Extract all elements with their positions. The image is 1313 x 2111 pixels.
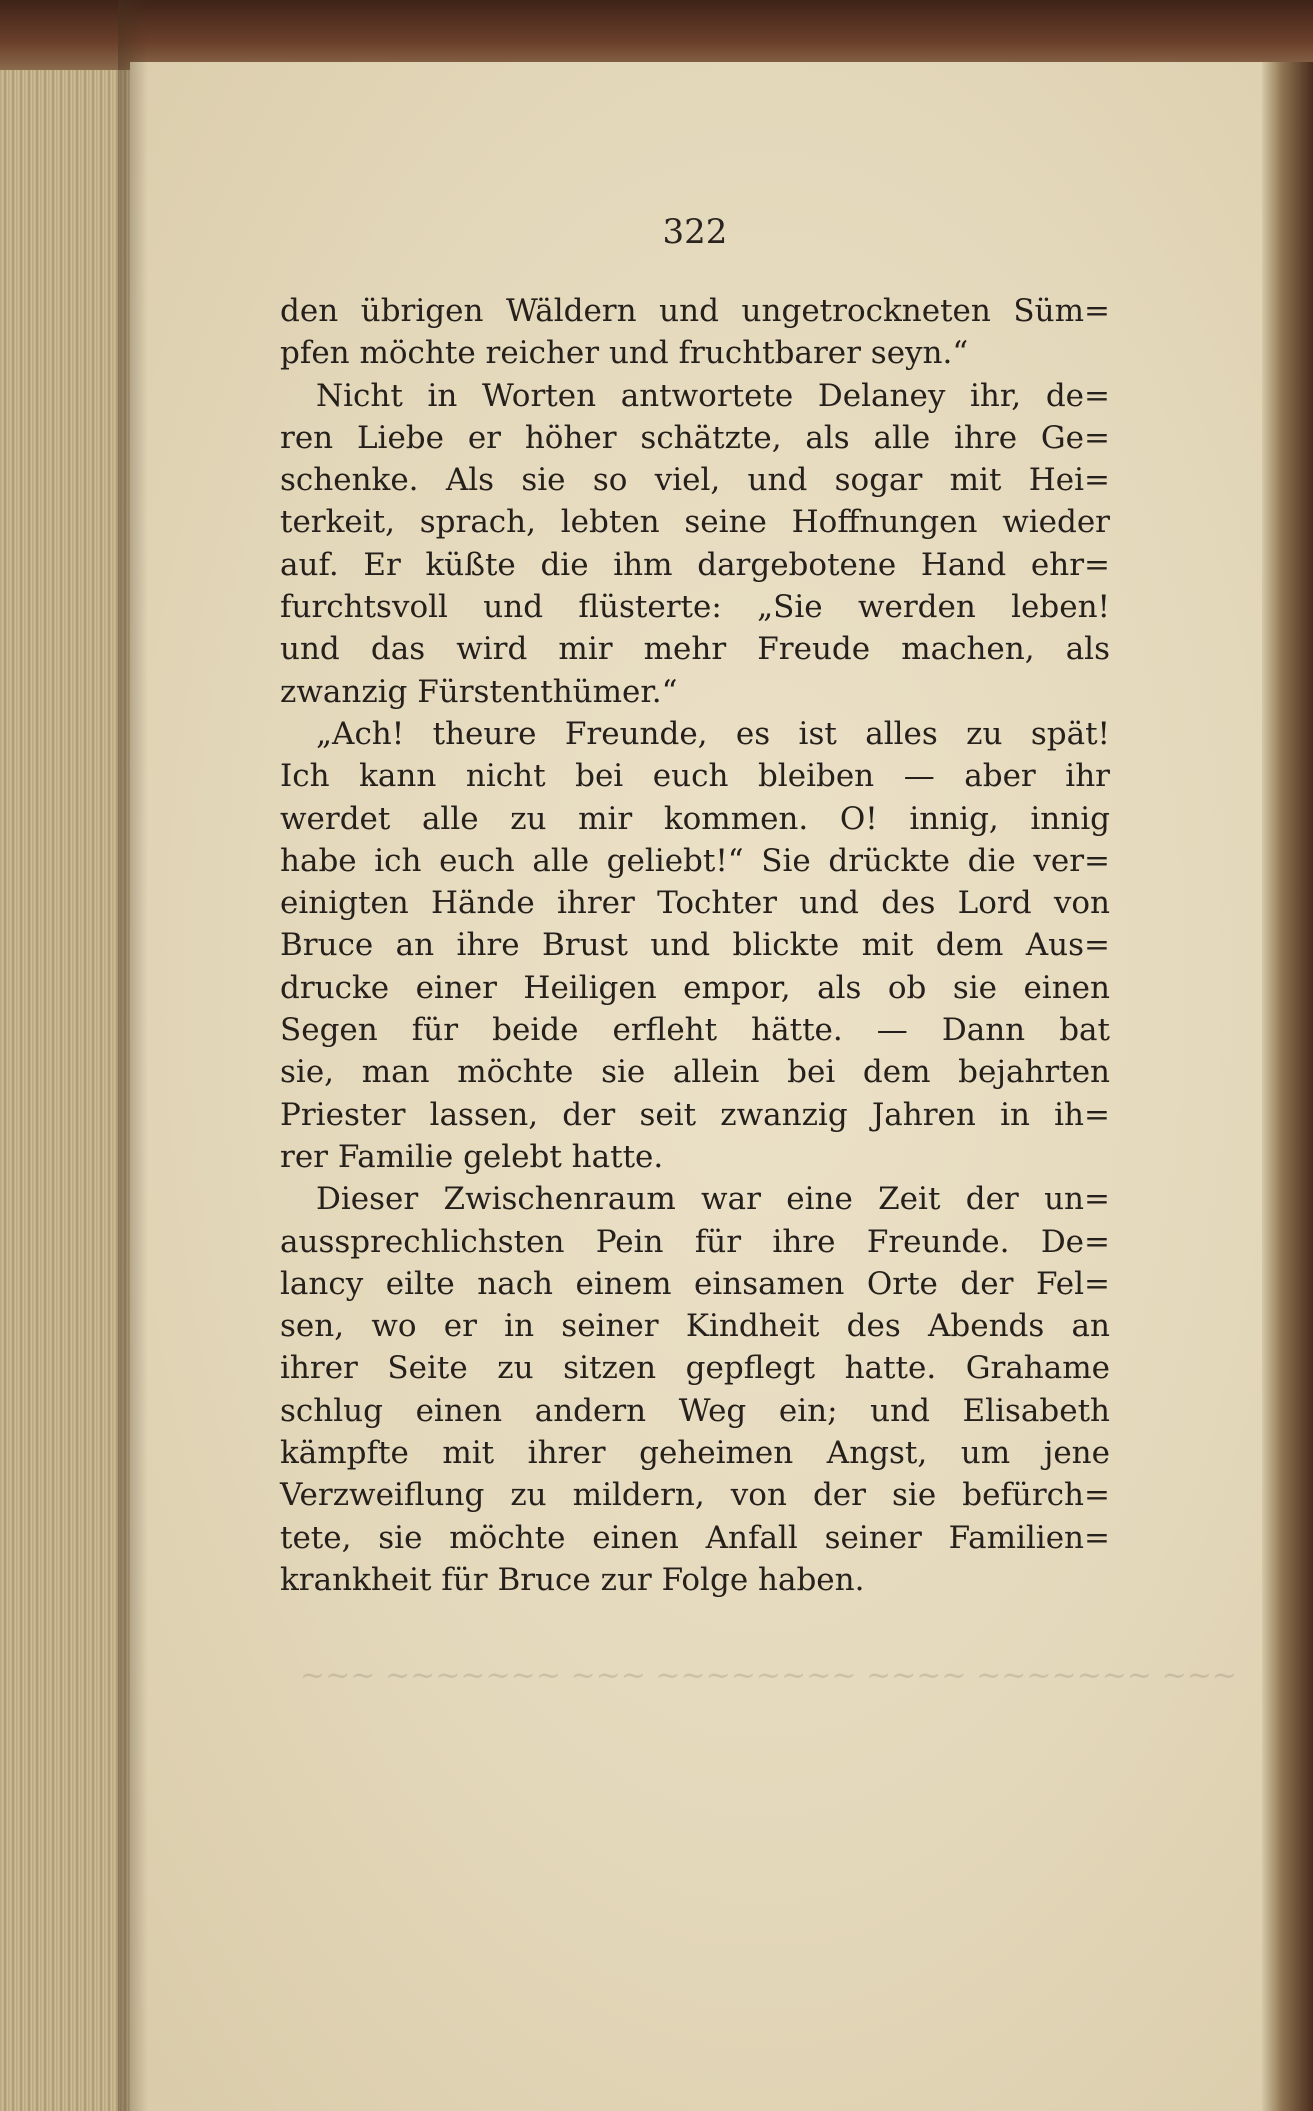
text-line: Priester lassen, der seit zwanzig Jahren in ih=: [280, 1096, 1110, 1133]
text-line: schenke. Als sie so viel, und sogar mit Hei=: [280, 462, 1110, 499]
text-line: terkeit, sprach, lebten seine Hoffnungen wieder: [280, 504, 1110, 541]
text-line: ren Liebe er höher schätzte, als alle ihre Ge=: [280, 419, 1110, 456]
text-line: zwanzig Fürstenthümer.“: [280, 673, 678, 710]
text-line: Bruce an ihre Brust und blickte mit dem Aus=: [280, 927, 1110, 964]
text-line: auf. Er küßte die ihm dargebotene Hand ehr=: [280, 546, 1110, 583]
text-line: tete, sie möchte einen Anfall seiner Familien=: [280, 1519, 1110, 1556]
text-line: aussprechlichsten Pein für ihre Freunde. De=: [280, 1223, 1110, 1260]
text-line: den übrigen Wäldern und ungetrockneten Süm=: [280, 293, 1110, 329]
body-text: [280, 290, 1110, 1601]
text-line: drucke einer Heiligen empor, als ob sie einen: [280, 969, 1110, 1006]
text-line: werdet alle zu mir kommen. O! innig, innig: [280, 800, 1110, 837]
text-line: lancy eilte nach einem einsamen Orte der Fel=: [280, 1265, 1110, 1302]
text-line: schlug einen andern Weg ein; und Elisabeth: [280, 1392, 1110, 1429]
text-line: Dieser Zwischenraum war eine Zeit der un=: [316, 1181, 1110, 1218]
book-spine-edge: [0, 0, 130, 2111]
text-line: Nicht in Worten antwortete Delaney ihr, de=: [316, 377, 1110, 414]
bleed-through-shadow: ~~~ ~~~~~~~ ~~~ ~~~~~~~~ ~~~~ ~~~~~~~ ~~~: [300, 1658, 1238, 1693]
page-number: 322: [662, 212, 728, 252]
text-line: habe ich euch alle geliebt!“ Sie drückte die ver=: [280, 842, 1110, 879]
text-line: ihrer Seite zu sitzen gepflegt hatte. Grahame: [280, 1350, 1110, 1387]
text-line: einigten Hände ihrer Tochter und des Lord von: [280, 885, 1110, 922]
text-line: furchtsvoll und flüsterte: „Sie werden leben!: [280, 589, 1110, 626]
gutter-shadow: [118, 0, 148, 2111]
text-line: sen, wo er in seiner Kindheit des Abends an: [280, 1308, 1110, 1345]
text-line: Verzweiflung zu mildern, von der sie befürch=: [280, 1477, 1110, 1514]
text-line: Ich kann nicht bei euch bleiben — aber ihr: [280, 758, 1110, 795]
text-line: pfen möchte reicher und fruchtbarer seyn.“: [280, 335, 969, 372]
book-right-edge: [1262, 62, 1313, 2111]
text-line: rer Familie gelebt hatte.: [280, 1138, 664, 1175]
text-line: und das wird mir mehr Freude machen, als: [280, 631, 1110, 668]
book-top-edge: [0, 0, 1313, 70]
text-line: Segen für beide erfleht hätte. — Dann bat: [280, 1012, 1110, 1049]
text-line: sie, man möchte sie allein bei dem bejahrten: [280, 1054, 1110, 1091]
text-line: kämpfte mit ihrer geheimen Angst, um jene: [280, 1435, 1110, 1472]
text-line: „Ach! theure Freunde, es ist alles zu spät!: [316, 715, 1110, 752]
text-line: krankheit für Bruce zur Folge haben.: [280, 1561, 865, 1598]
